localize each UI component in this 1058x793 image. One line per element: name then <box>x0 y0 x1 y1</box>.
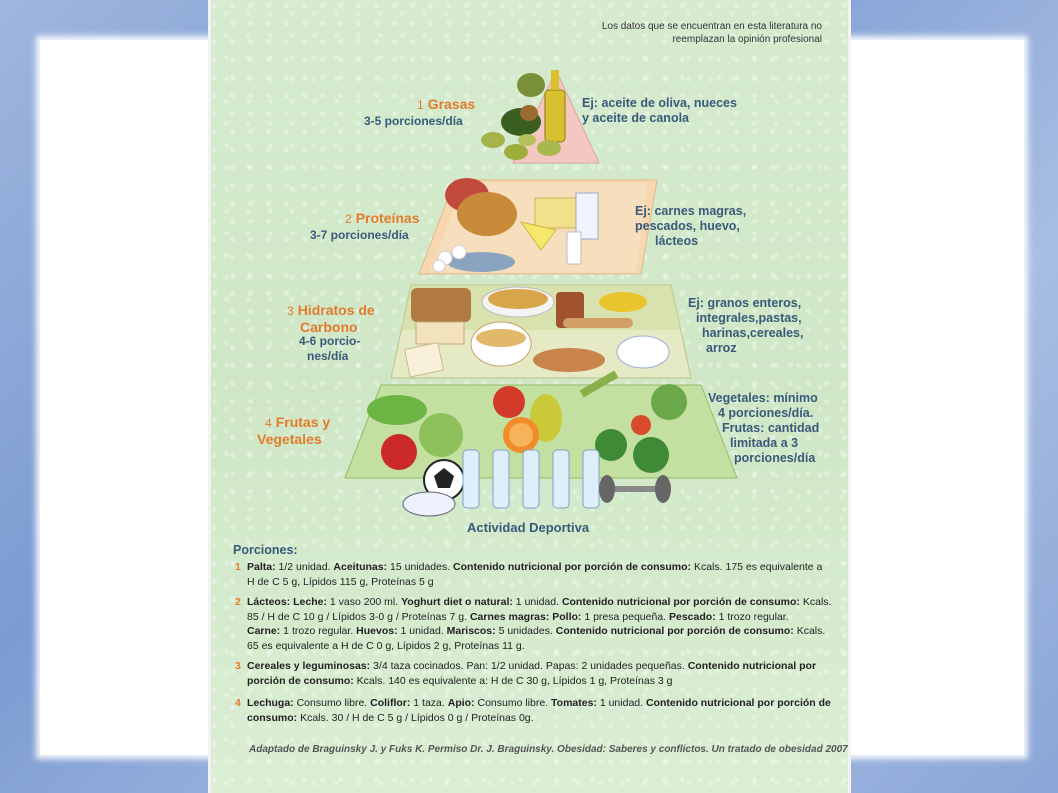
tier-1-examples: Ej: aceite de oliva, nueces y aceite de canola <box>582 96 737 125</box>
bread-loaf-icon <box>411 288 471 322</box>
tier-1-title: 1 Grasas <box>417 96 476 112</box>
tier-3-title: 3 Hidratos de Carbono <box>287 302 375 335</box>
cheese-icon <box>535 198 581 228</box>
food-pyramid-poster <box>208 0 851 793</box>
tier-2-title: 2 Proteínas <box>345 210 420 226</box>
tier-3-examples: Ej: granos enteros, integrales,pastas, harinas,cereales, arroz <box>688 296 804 355</box>
apple-icon <box>381 434 417 470</box>
tier-4-examples: Vegetales: mínimo 4 porciones/día. Frutas: cantidad limitada a 3 porciones/día <box>708 391 820 465</box>
rolling-pin-icon <box>563 318 633 328</box>
sneaker-icon <box>403 492 455 516</box>
tier-3-portions: 4-6 porcio- nes/día <box>299 334 361 363</box>
milk-glass-icon <box>567 232 581 264</box>
tomato-icon <box>493 386 525 418</box>
portion-note-4: 4 Lechuga: Consumo libre. Coliflor: 1 taza. Apio: Consumo libre. Tomates: 1 unidad. Contenido nutricional por porción de consumo: Kcals. 30 / H de C 5 g / Lípidos 0 g / Proteínas 0g. <box>235 697 831 724</box>
cabbage-icon <box>651 384 687 420</box>
tier-2-portions: 3-7 porciones/día <box>310 228 409 242</box>
portion-note-2: 2 Lácteos: Leche: 1 vaso 200 ml. Yoghurt diet o natural: 1 unidad. Contenido nutricional por porción de consumo: Kcals. 85 / H de C 10 g / Lípidos 3-0 g / Proteínas 7 g. Carnes magras: Pollo: 1 presa pequeña. Pescado: 1 trozo regular. Carne: 1 trozo regular. Huevos: 1 unidad. Mariscos: 5 unidades. Contenido nutricional por porción de consumo: Kcals. 65 es equivalente a H de C 0 g, Lípidos 2 g, Proteínas 11 g. <box>235 596 832 652</box>
cabbage-leaf-icon <box>419 413 463 457</box>
source-credit: Adaptado de Braguinsky J. y Fuks K. Permiso Dr. J. Braguinsky. Obesidad: Saberes y conflictos. Un tratado de obesidad 2007 <box>249 744 848 755</box>
portion-note-3: 3 Cereales y leguminosas: 3/4 taza cocinados. Pan: 1/2 unidad. Papas: 2 unidades pequeñas. Contenido nutricional por porción de consumo: Kcals. 140 es equivalente a: H de C 30 g, Lípidos 1 g, Proteínas 3 g <box>235 660 817 687</box>
broccoli-icon <box>595 429 627 461</box>
dumbbell-icon <box>599 475 671 503</box>
bread-slice-icon <box>416 322 464 344</box>
pie-icon <box>533 348 605 372</box>
activity-label: Actividad Deportiva <box>467 520 590 535</box>
portion-note-1: 1 Palta: 1/2 unidad. Aceitunas: 15 unidades. Contenido nutricional por porción de consumo: Kcals. 175 es equivalente a H de C 5 g, Lípidos 115 g, Proteínas 5 g <box>235 561 823 588</box>
oil-bottle-icon <box>545 90 565 142</box>
portions-title: Porciones: <box>233 543 298 557</box>
corn-icon <box>599 292 647 312</box>
disclaimer: Los datos que se encuentran en esta literatura no reemplazan la opinión profesional <box>601 21 822 45</box>
tier-1-portions: 3-5 porciones/día <box>364 114 463 128</box>
olive-icon <box>481 132 505 148</box>
lettuce-icon <box>367 395 427 425</box>
rice-bowl-icon <box>617 336 669 368</box>
tier-2-examples: Ej: carnes magras, pescados, huevo, lácteos <box>635 204 747 248</box>
avocado-half-icon <box>517 73 545 97</box>
roast-chicken-icon <box>457 192 517 236</box>
tier-4-title: 4 Frutas y Vegetales <box>257 414 331 447</box>
